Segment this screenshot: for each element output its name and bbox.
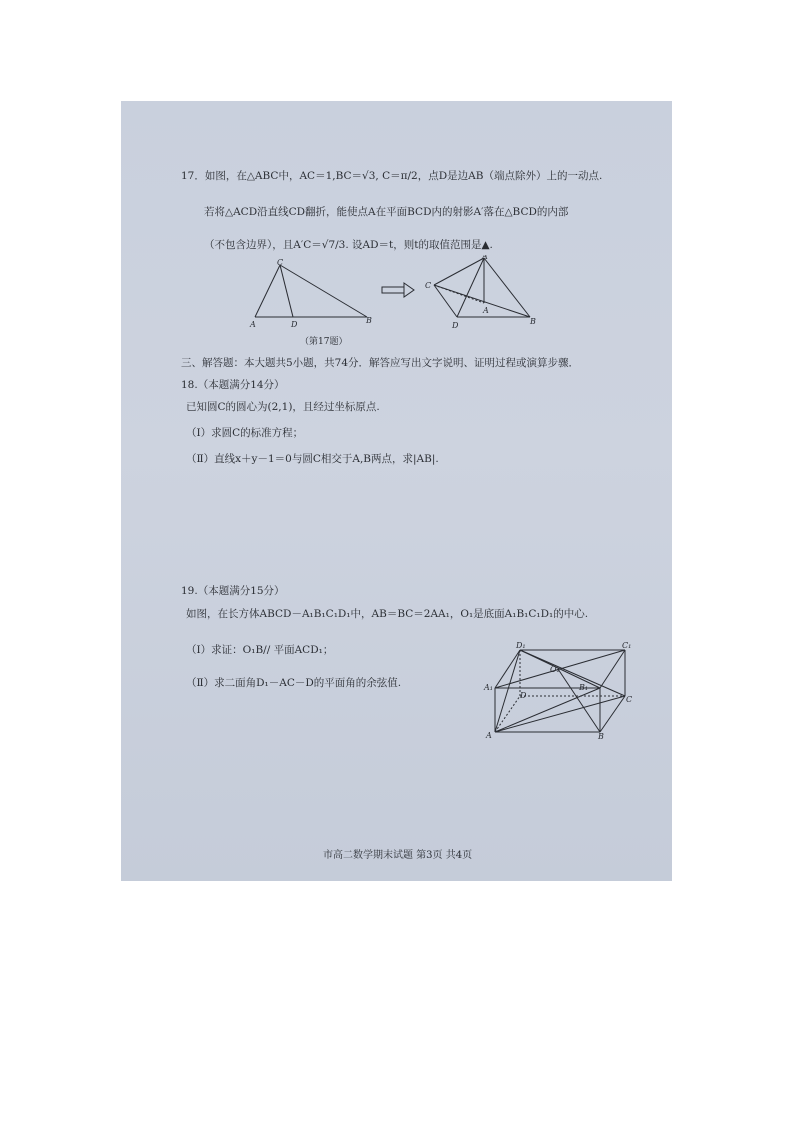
label-a: A [250,320,256,329]
problem-17-line-2: 若将△ACD沿直线CD翻折，能使点A在平面BCD内的射影A′落在△BCD的内部 [204,206,569,218]
label-b: B [366,316,372,325]
arrow-icon [382,283,414,297]
figure-17 [240,255,550,335]
label-b1: B₁ [579,683,589,692]
folded-figure [434,258,530,317]
label-a1: A₁ [484,683,493,692]
problem-18-part-2: （Ⅱ）直线x＋y－1＝0与圆C相交于A,B两点，求|AB|. [186,453,439,465]
problem-18-statement: 已知圆C的圆心为(2,1)，且经过坐标原点. [186,401,380,413]
label-b: B [598,732,604,741]
label-d-right: D [452,321,459,330]
triangle-abc-figure [255,265,367,317]
label-c1: C₁ [622,641,632,650]
label-o1: O₁ [550,665,560,674]
problem-17-line-3: （不包含边界），且A′C＝√7/3. 设AD＝t，则t的取值范围是▲. [204,239,493,251]
label-a-prime: A [483,306,489,315]
label-a-top: A [482,255,488,261]
label-d: D [520,691,527,700]
problem-19-header: 19.（本题满分15分） [181,585,285,597]
problem-18-part-1: （Ⅰ）求圆C的标准方程； [186,427,304,439]
label-a: A [486,731,492,740]
problem-19-statement: 如图，在长方体ABCD－A₁B₁C₁D₁中，AB＝BC＝2AA₁，O₁是底面A₁B₁C₁D₁的中心. [186,608,589,620]
problem-18-header: 18.（本题满分14分） [181,379,285,391]
label-d1: D₁ [516,641,526,650]
section-3-header: 三、解答题：本大题共5小题，共74分．解答应写出文字说明、证明过程或演算步骤． [181,357,580,369]
label-b-right: B [530,317,536,326]
label-d: D [291,320,298,329]
problem-19-part-2: （Ⅱ）求二面角D₁－AC－D的平面角的余弦值. [186,677,402,689]
label-c-right: C [425,281,432,290]
figure-19-cuboid [480,638,640,743]
label-c: C [626,695,633,704]
page-footer: 市高二数学期末试题 第3页 共4页 [323,850,473,861]
problem-19-part-1: （Ⅰ）求证：O₁B// 平面ACD₁； [186,644,334,656]
label-c: C [277,258,284,267]
figure-17-caption: （第17题） [300,337,348,347]
problem-17-line-1: 17．如图，在△ABC中，AC＝1,BC＝√3, C＝π/2，点D是边AB（端点除外）上的一动点. [181,170,603,182]
